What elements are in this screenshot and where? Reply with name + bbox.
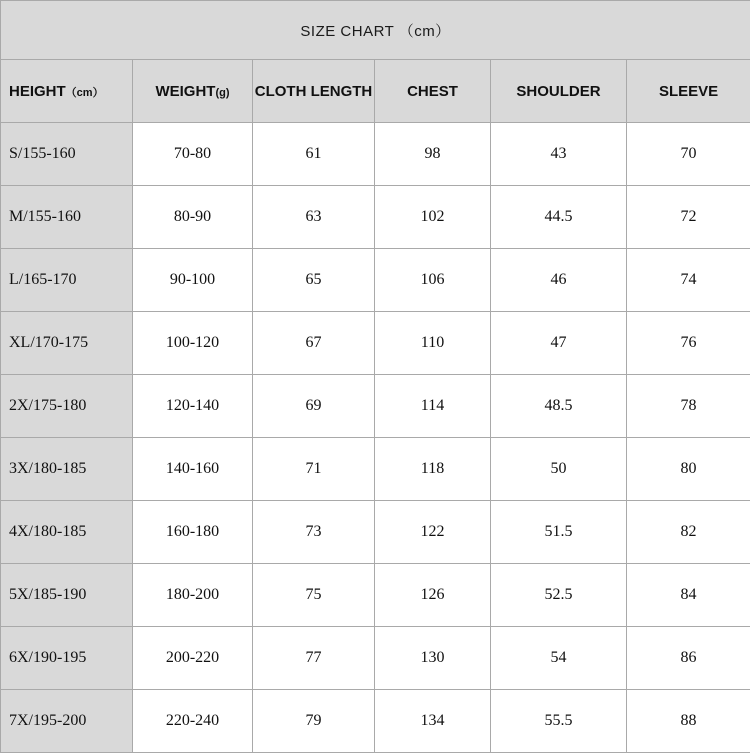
- cell-cloth-length: 73: [253, 501, 375, 564]
- cell-size: L/165-170: [1, 249, 133, 312]
- column-header-sleeve: SLEEVE: [627, 60, 750, 123]
- cell-size: XL/170-175: [1, 312, 133, 375]
- cell-cloth-length: 71: [253, 438, 375, 501]
- cell-weight: 180-200: [133, 564, 253, 627]
- cell-shoulder: 44.5: [491, 186, 627, 249]
- cell-chest: 102: [375, 186, 491, 249]
- column-header-height-unit: （cm）: [66, 87, 104, 99]
- column-header-weight-label: WEIGHT: [155, 83, 215, 100]
- cell-size: 5X/185-190: [1, 564, 133, 627]
- cell-chest: 98: [375, 123, 491, 186]
- cell-sleeve: 82: [627, 501, 750, 564]
- column-header-shoulder: SHOULDER: [491, 60, 627, 123]
- column-header-weight: [133, 60, 253, 123]
- table-row: [1, 186, 750, 249]
- cell-cloth-length: 65: [253, 249, 375, 312]
- cell-sleeve: 78: [627, 375, 750, 438]
- cell-weight: 220-240: [133, 690, 253, 753]
- cell-weight: 80-90: [133, 186, 253, 249]
- cell-shoulder: 46: [491, 249, 627, 312]
- table-row: [1, 375, 750, 438]
- cell-sleeve: 76: [627, 312, 750, 375]
- cell-weight: 140-160: [133, 438, 253, 501]
- cell-cloth-length: 75: [253, 564, 375, 627]
- cell-shoulder: 48.5: [491, 375, 627, 438]
- cell-weight: 100-120: [133, 312, 253, 375]
- table-row: [1, 249, 750, 312]
- cell-size: 3X/180-185: [1, 438, 133, 501]
- cell-chest: 118: [375, 438, 491, 501]
- cell-chest: 130: [375, 627, 491, 690]
- column-header-height-label: HEIGHT: [9, 83, 66, 100]
- table-header-row: [1, 60, 750, 123]
- cell-weight: 120-140: [133, 375, 253, 438]
- cell-cloth-length: 79: [253, 690, 375, 753]
- cell-shoulder: 54: [491, 627, 627, 690]
- cell-shoulder: 50: [491, 438, 627, 501]
- cell-shoulder: 47: [491, 312, 627, 375]
- column-header-chest: CHEST: [375, 60, 491, 123]
- cell-chest: 106: [375, 249, 491, 312]
- cell-shoulder: 55.5: [491, 690, 627, 753]
- cell-chest: 126: [375, 564, 491, 627]
- cell-shoulder: 43: [491, 123, 627, 186]
- table-row: [1, 438, 750, 501]
- cell-cloth-length: 69: [253, 375, 375, 438]
- cell-weight: 70-80: [133, 123, 253, 186]
- table-row: [1, 690, 750, 753]
- cell-shoulder: 51.5: [491, 501, 627, 564]
- column-header-height: [1, 60, 133, 123]
- cell-sleeve: 86: [627, 627, 750, 690]
- cell-sleeve: 72: [627, 186, 750, 249]
- cell-size: 4X/180-185: [1, 501, 133, 564]
- cell-shoulder: 52.5: [491, 564, 627, 627]
- cell-chest: 122: [375, 501, 491, 564]
- cell-sleeve: 88: [627, 690, 750, 753]
- column-header-weight-unit: (g): [215, 87, 229, 99]
- cell-sleeve: 74: [627, 249, 750, 312]
- cell-size: S/155-160: [1, 123, 133, 186]
- cell-size: 7X/195-200: [1, 690, 133, 753]
- cell-sleeve: 70: [627, 123, 750, 186]
- cell-size: M/155-160: [1, 186, 133, 249]
- table-row: [1, 564, 750, 627]
- cell-chest: 134: [375, 690, 491, 753]
- cell-cloth-length: 63: [253, 186, 375, 249]
- table-row: [1, 123, 750, 186]
- table-row: [1, 312, 750, 375]
- page-title: SIZE CHART （cm）: [1, 1, 750, 60]
- cell-size: 6X/190-195: [1, 627, 133, 690]
- cell-sleeve: 80: [627, 438, 750, 501]
- table-row: [1, 501, 750, 564]
- cell-weight: 90-100: [133, 249, 253, 312]
- column-header-cloth-length: CLOTH LENGTH: [253, 60, 375, 123]
- cell-weight: 160-180: [133, 501, 253, 564]
- cell-sleeve: 84: [627, 564, 750, 627]
- chart-title-row: [1, 1, 750, 60]
- cell-cloth-length: 67: [253, 312, 375, 375]
- cell-cloth-length: 61: [253, 123, 375, 186]
- table-row: [1, 627, 750, 690]
- cell-chest: 110: [375, 312, 491, 375]
- cell-weight: 200-220: [133, 627, 253, 690]
- cell-cloth-length: 77: [253, 627, 375, 690]
- cell-chest: 114: [375, 375, 491, 438]
- cell-size: 2X/175-180: [1, 375, 133, 438]
